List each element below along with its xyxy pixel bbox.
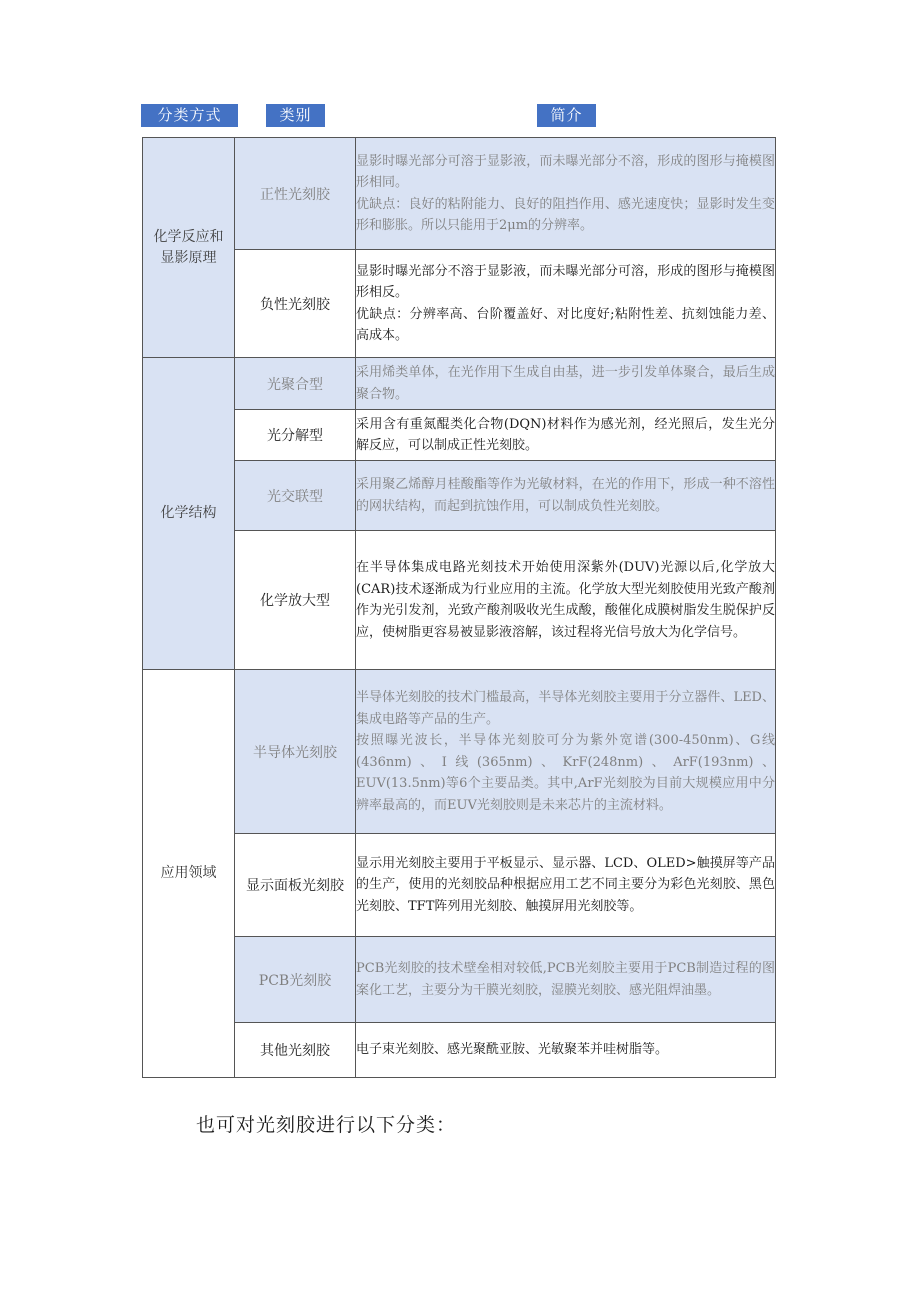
description-line: 采用烯类单体，在光作用下生成自由基，进一步引发单体聚合，最后生成聚合物。 (356, 365, 775, 402)
category-cell: 负性光刻胶 (235, 250, 356, 358)
group-name-line: 化学反应和 (153, 228, 224, 245)
description-line: 显示用光刻胶主要用于平板显示、显示器、LCD、OLED>触摸屏等产品的生产，使用的光刻胶品种根据应用工艺不同主要分为彩色光刻胶、黑色光刻胶、TFT阵列用光刻胶、触摸屏用光刻胶等。 (356, 855, 775, 914)
table-row (143, 250, 776, 358)
group-name-line: 应用领域 (160, 865, 217, 881)
description-cell (356, 138, 776, 250)
description-cell (356, 531, 776, 670)
table-row (143, 937, 776, 1023)
category-cell: PCB光刻胶 (235, 937, 356, 1023)
category-cell: 光分解型 (235, 410, 356, 461)
header-introduction: 简介 (537, 104, 596, 127)
description-cell (356, 937, 776, 1023)
category-cell: 半导体光刻胶 (235, 670, 356, 834)
category-cell: 其他光刻胶 (235, 1023, 356, 1078)
description-line: 按照曝光波长，半导体光刻胶可分为紫外宽谱(300-450nm)、G线(436nm)、I线(365nm)、KrF(248nm)、ArF(193nm)、EUV(13.5nm)等6个主要品类。其中,ArF光刻胶为目前大规模应用中分辨率最高的，而EUV光刻胶则是未来芯片的主流材料。 (356, 733, 775, 813)
category-cell: 光聚合型 (235, 358, 356, 410)
table-row (143, 1023, 776, 1078)
photoresist-classification-table (142, 137, 776, 1078)
category-cell: 显示面板光刻胶 (235, 834, 356, 937)
table-row (143, 410, 776, 461)
description-cell (356, 461, 776, 531)
header-classification-method: 分类方式 (141, 104, 238, 127)
description-line: 优缺点：分辨率高、台阶覆盖好、对比度好;粘附性差、抗刻蚀能力差、高成本。 (356, 306, 775, 343)
description-line: 采用含有重氮醌类化合物(DQN)材料作为感光剂，经光照后，发生光分解反应，可以制成正性光刻胶。 (356, 416, 775, 453)
group-cell (143, 670, 235, 1078)
description-line: 优缺点：良好的粘附能力、良好的阻挡作用、感光速度快；显影时发生变形和膨胀。所以只能用于2μm的分辨率。 (356, 196, 775, 233)
category-cell: 正性光刻胶 (235, 138, 356, 250)
table-row (143, 531, 776, 670)
group-name-line: 显影原理 (160, 249, 217, 266)
description-cell (356, 1023, 776, 1078)
description-cell (356, 834, 776, 937)
description-line: 采用聚乙烯醇月桂酸酯等作为光敏材料，在光的作用下，形成一种不溶性的网状结构，而起到抗蚀作用，可以制成负性光刻胶。 (356, 477, 775, 514)
group-cell (143, 138, 235, 358)
description-line: 电子束光刻胶、感光聚酰亚胺、光敏聚苯并哇树脂等。 (356, 1042, 669, 1058)
description-cell (356, 250, 776, 358)
category-cell: 化学放大型 (235, 531, 356, 670)
table-row (143, 834, 776, 937)
footer-paragraph: 也可对光刻胶进行以下分类： (196, 1114, 457, 1136)
table-row (143, 461, 776, 531)
description-line: 在半导体集成电路光刻技术开始使用深紫外(DUV)光源以后,化学放大(CAR)技术逐渐成为行业应用的主流。化学放大型光刻胶使用光致产酸剂作为光引发剂，光致产酸剂吸收光生成酸，酸催化成膜树脂发生脱保护反应，使树脂更容易被显影液溶解，该过程将光信号放大为化学信号。 (356, 560, 775, 640)
description-cell (356, 358, 776, 410)
table-row (143, 138, 776, 250)
group-name-line: 化学结构 (160, 505, 217, 521)
table-row (143, 358, 776, 410)
table-row (143, 670, 776, 834)
group-cell (143, 358, 235, 670)
description-cell (356, 410, 776, 461)
description-line: PCB光刻胶的技术壁垒相对较低,PCB光刻胶主要用于PCB制造过程的图案化工艺，主要分为干膜光刻胶，湿膜光刻胶、感光阻焊油墨。 (356, 961, 775, 998)
description-line: 半导体光刻胶的技术门槛最高，半导体光刻胶主要用于分立器件、LED、集成电路等产品的生产。 (356, 690, 775, 727)
description-cell (356, 670, 776, 834)
description-line: 显影时曝光部分可溶于显影液，而未曝光部分不溶，形成的图形与掩模图形相同。 (356, 153, 775, 190)
description-line: 显影时曝光部分不溶于显影液，而未曝光部分可溶，形成的图形与掩模图形相反。 (356, 263, 775, 300)
header-category: 类别 (266, 104, 325, 127)
category-cell: 光交联型 (235, 461, 356, 531)
